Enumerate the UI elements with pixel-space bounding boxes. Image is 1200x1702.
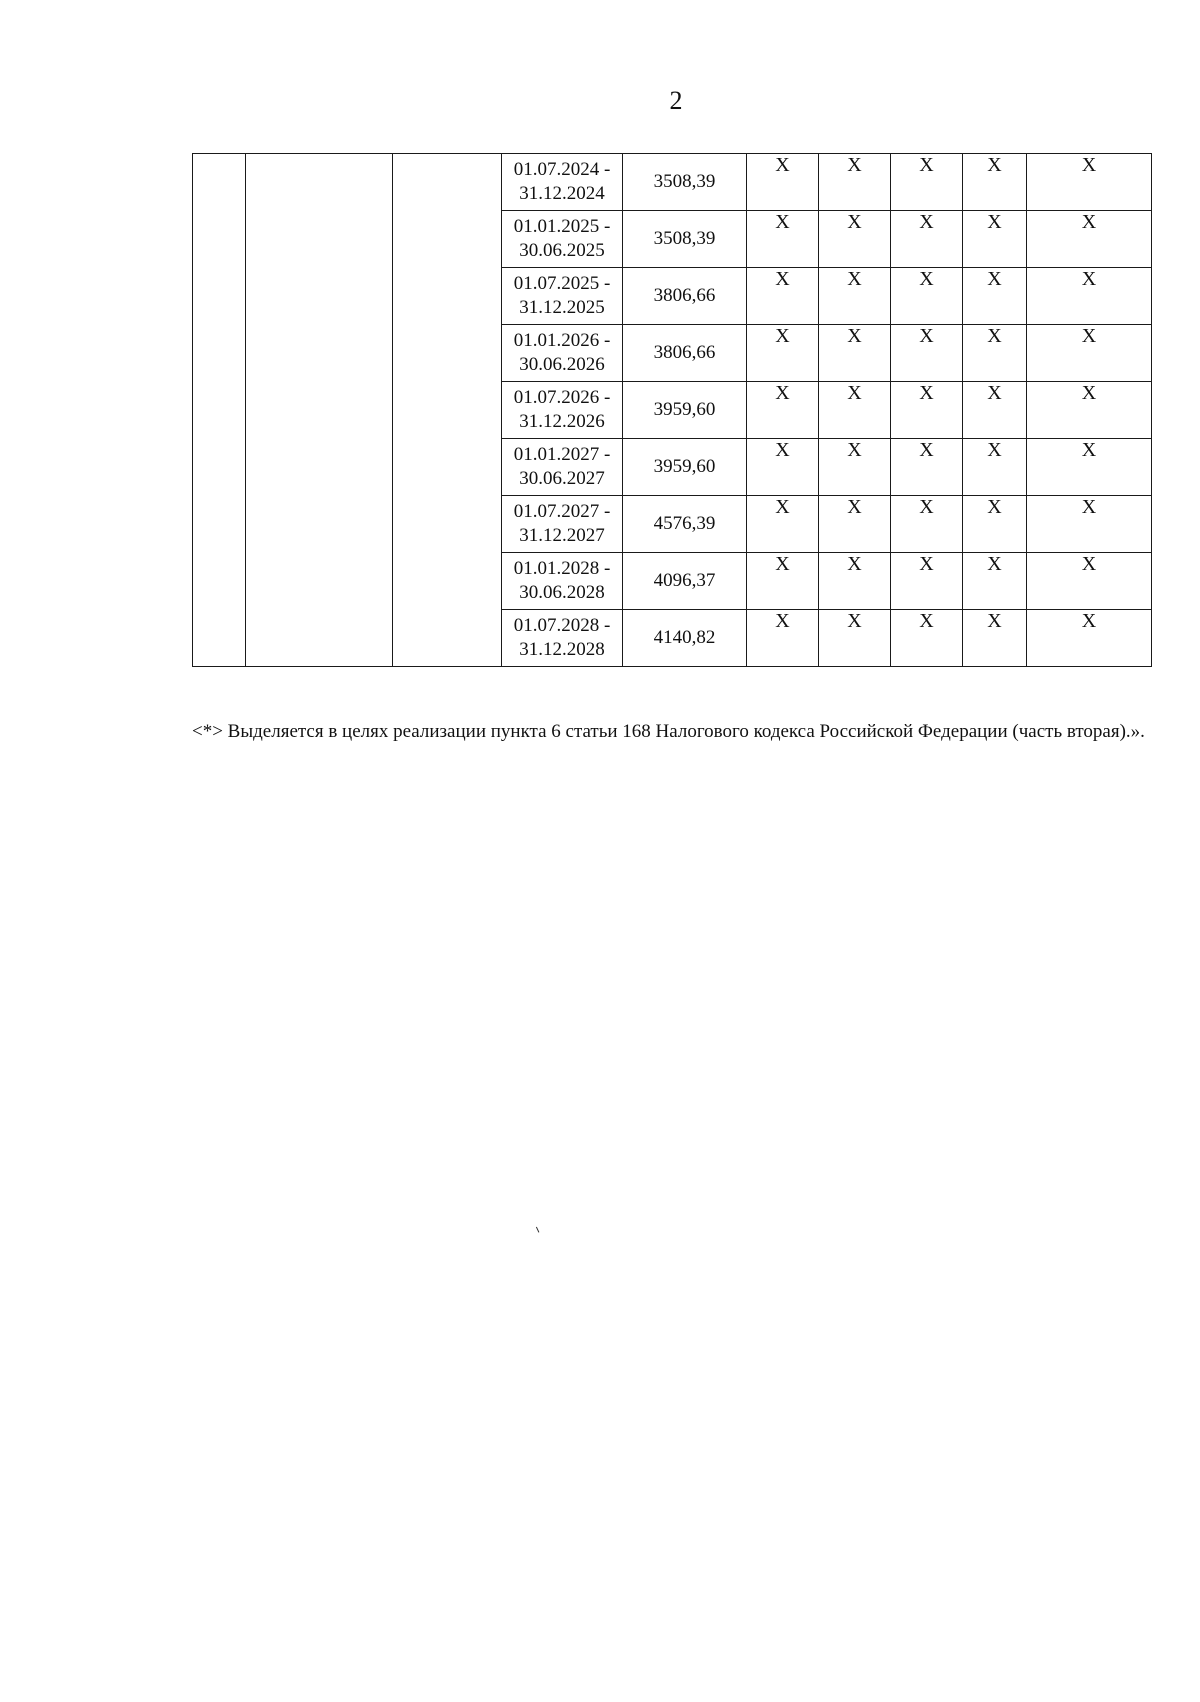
period-end: 31.12.2027: [519, 525, 605, 546]
not-applicable-mark-cell: Х: [891, 439, 963, 496]
period-cell: [502, 154, 623, 211]
tariff-value-cell: 3959,60: [623, 439, 747, 496]
not-applicable-mark-cell: Х: [1027, 268, 1152, 325]
period-end: 30.06.2028: [519, 582, 605, 603]
tariff-value-cell: 3508,39: [623, 211, 747, 268]
period-end: 30.06.2026: [519, 354, 605, 375]
table-body: [193, 154, 1152, 667]
not-applicable-mark-cell: Х: [747, 553, 819, 610]
not-applicable-mark-cell: Х: [891, 154, 963, 211]
period-end: 31.12.2025: [519, 297, 605, 318]
not-applicable-mark-cell: Х: [747, 325, 819, 382]
not-applicable-mark-cell: Х: [891, 325, 963, 382]
not-applicable-mark-cell: Х: [747, 382, 819, 439]
tariff-value-cell: 3806,66: [623, 268, 747, 325]
period-end: 30.06.2025: [519, 240, 605, 261]
not-applicable-mark-cell: Х: [963, 439, 1027, 496]
not-applicable-mark-cell: Х: [963, 496, 1027, 553]
not-applicable-mark-cell: Х: [891, 610, 963, 667]
not-applicable-mark-cell: Х: [963, 382, 1027, 439]
tariff-table: [192, 153, 1152, 667]
not-applicable-mark-cell: Х: [747, 496, 819, 553]
not-applicable-mark-cell: Х: [891, 496, 963, 553]
not-applicable-mark-cell: Х: [1027, 325, 1152, 382]
period-cell: [502, 496, 623, 553]
not-applicable-mark-cell: Х: [963, 211, 1027, 268]
merged-empty-cell-number-column: [193, 154, 246, 667]
period-end: 30.06.2027: [519, 468, 605, 489]
period-cell: [502, 439, 623, 496]
not-applicable-mark-cell: Х: [1027, 154, 1152, 211]
period-end: 31.12.2028: [519, 639, 605, 660]
not-applicable-mark-cell: Х: [747, 268, 819, 325]
not-applicable-mark-cell: Х: [819, 268, 891, 325]
not-applicable-mark-cell: Х: [819, 496, 891, 553]
not-applicable-mark-cell: Х: [1027, 610, 1152, 667]
not-applicable-mark-cell: Х: [747, 154, 819, 211]
not-applicable-mark-cell: Х: [747, 439, 819, 496]
not-applicable-mark-cell: Х: [891, 211, 963, 268]
not-applicable-mark-cell: Х: [819, 211, 891, 268]
not-applicable-mark-cell: Х: [963, 268, 1027, 325]
period-cell: [502, 211, 623, 268]
period-end: 31.12.2026: [519, 411, 605, 432]
period-cell: [502, 325, 623, 382]
period-cell: [502, 553, 623, 610]
tariff-value-cell: 4576,39: [623, 496, 747, 553]
period-start: 01.07.2025 -: [513, 273, 611, 294]
period-cell: [502, 268, 623, 325]
merged-empty-cell-unit-column: [393, 154, 502, 667]
not-applicable-mark-cell: Х: [891, 553, 963, 610]
not-applicable-mark-cell: Х: [891, 382, 963, 439]
not-applicable-mark-cell: Х: [819, 610, 891, 667]
not-applicable-mark-cell: Х: [891, 268, 963, 325]
period-start: 01.01.2025 -: [513, 216, 611, 237]
footnote: <*> Выделяется в целях реализации пункта 6 статьи 168 Налогового кодекса Российской Федерации (часть вторая).».: [192, 721, 1145, 742]
not-applicable-mark-cell: Х: [819, 382, 891, 439]
period-start: 01.01.2028 -: [513, 558, 611, 579]
not-applicable-mark-cell: Х: [819, 439, 891, 496]
period-cell: [502, 382, 623, 439]
not-applicable-mark-cell: Х: [747, 211, 819, 268]
not-applicable-mark-cell: Х: [963, 610, 1027, 667]
page-number: 2: [669, 86, 683, 115]
period-start: 01.01.2026 -: [513, 330, 611, 351]
not-applicable-mark-cell: Х: [963, 325, 1027, 382]
not-applicable-mark-cell: Х: [1027, 439, 1152, 496]
not-applicable-mark-cell: Х: [819, 154, 891, 211]
period-cell: [502, 610, 623, 667]
tariff-value-cell: 3959,60: [623, 382, 747, 439]
period-start: 01.07.2026 -: [513, 387, 611, 408]
table-row: [193, 154, 1152, 211]
period-start: 01.07.2028 -: [513, 615, 611, 636]
tariff-value-cell: 3806,66: [623, 325, 747, 382]
not-applicable-mark-cell: Х: [747, 610, 819, 667]
not-applicable-mark-cell: Х: [963, 553, 1027, 610]
scan-artifact-mark: [536, 1225, 542, 1232]
period-start: 01.07.2027 -: [513, 501, 611, 522]
tariff-value-cell: 4096,37: [623, 553, 747, 610]
not-applicable-mark-cell: Х: [819, 325, 891, 382]
not-applicable-mark-cell: Х: [1027, 382, 1152, 439]
not-applicable-mark-cell: Х: [963, 154, 1027, 211]
tariff-value-cell: 3508,39: [623, 154, 747, 211]
period-start: 01.07.2024 -: [513, 159, 611, 180]
merged-empty-cell-name-column: [246, 154, 393, 667]
tariff-value-cell: 4140,82: [623, 610, 747, 667]
not-applicable-mark-cell: Х: [1027, 211, 1152, 268]
period-end: 31.12.2024: [519, 183, 605, 204]
not-applicable-mark-cell: Х: [819, 553, 891, 610]
period-start: 01.01.2027 -: [513, 444, 611, 465]
not-applicable-mark-cell: Х: [1027, 496, 1152, 553]
not-applicable-mark-cell: Х: [1027, 553, 1152, 610]
